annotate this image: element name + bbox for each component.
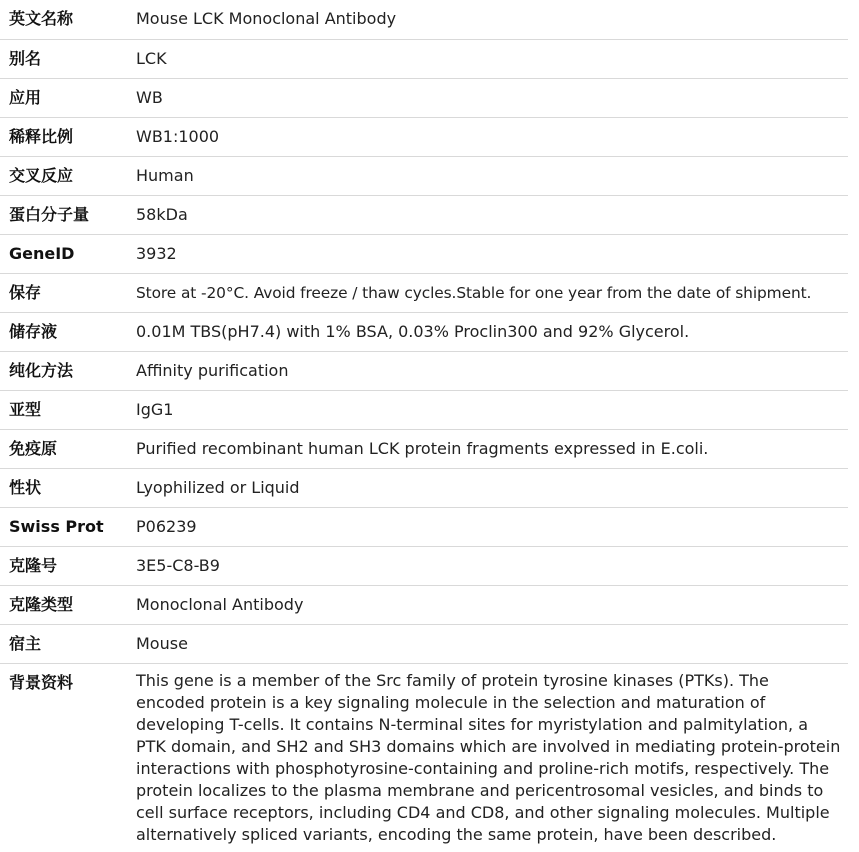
spec-row-clonality [0, 585, 848, 624]
spec-value: Mouse LCK Monoclonal Antibody [136, 0, 848, 39]
spec-label: 交叉反应 [0, 156, 136, 195]
spec-value-background: This gene is a member of the Src family of protein tyrosine kinases (PTKs). The encoded protein is a key signaling molecule in the selection and maturation of developing T-cells. It contains N-terminal sites for myristylation and palmitylation, a PTK domain, and SH2 and SH3 domains which are involved in mediating protein-protein interactions with phosphotyrosine-containing and proline-rich motifs, respectively. The protein localizes to the plasma membrane and pericentrosomal vesicles, and binds to cell surface receptors, including CD4 and CD8, and other signaling molecules. Multiple alternatively spliced variants, encoding the same protein, have been described. [136, 670, 841, 844]
spec-row-application [0, 78, 848, 117]
spec-row-swiss-prot [0, 507, 848, 546]
spec-row-background [0, 663, 848, 852]
spec-row-buffer [0, 312, 848, 351]
spec-value: WB [136, 78, 848, 117]
spec-label: 亚型 [0, 390, 136, 429]
spec-row-english-name [0, 0, 848, 39]
spec-value: 3932 [136, 234, 848, 273]
spec-row-storage [0, 273, 848, 312]
spec-label: 克隆号 [0, 546, 136, 585]
spec-label: 蛋白分子量 [0, 195, 136, 234]
spec-value: Lyophilized or Liquid [136, 468, 848, 507]
spec-value: 0.01M TBS(pH7.4) with 1% BSA, 0.03% Proclin300 and 92% Glycerol. [136, 312, 848, 351]
spec-value: Affinity purification [136, 351, 848, 390]
spec-label: GeneID [0, 234, 136, 273]
spec-value: WB1:1000 [136, 117, 848, 156]
spec-row-alias [0, 39, 848, 78]
spec-value: IgG1 [136, 390, 848, 429]
spec-label: 免疫原 [0, 429, 136, 468]
spec-row-cross-reactivity [0, 156, 848, 195]
spec-row-purification [0, 351, 848, 390]
spec-value: LCK [136, 39, 848, 78]
spec-label: 应用 [0, 78, 136, 117]
spec-row-immunogen [0, 429, 848, 468]
spec-value: Store at -20°C. Avoid freeze / thaw cycles.Stable for one year from the date of shipment. [136, 273, 848, 312]
spec-row-isotype [0, 390, 848, 429]
spec-label: 储存液 [0, 312, 136, 351]
spec-label: 保存 [0, 273, 136, 312]
spec-row-form [0, 468, 848, 507]
spec-row-gene-id [0, 234, 848, 273]
spec-value: Human [136, 156, 848, 195]
spec-label: 性状 [0, 468, 136, 507]
spec-row-clone-number [0, 546, 848, 585]
spec-label: 稀释比例 [0, 117, 136, 156]
spec-row-molecular-weight [0, 195, 848, 234]
spec-label: Swiss Prot [0, 507, 136, 546]
spec-label: 克隆类型 [0, 585, 136, 624]
spec-label: 别名 [0, 39, 136, 78]
spec-value: 58kDa [136, 195, 848, 234]
spec-label: 背景资料 [9, 672, 74, 692]
spec-label: 宿主 [0, 624, 136, 663]
spec-row-host [0, 624, 848, 663]
spec-row-dilution [0, 117, 848, 156]
spec-value: Monoclonal Antibody [136, 585, 848, 624]
spec-value: 3E5-C8-B9 [136, 546, 848, 585]
spec-label: 纯化方法 [0, 351, 136, 390]
spec-label: 英文名称 [0, 0, 136, 39]
spec-value: Mouse [136, 624, 848, 663]
spec-value: Purified recombinant human LCK protein fragments expressed in E.coli. [136, 429, 848, 468]
spec-value: P06239 [136, 507, 848, 546]
